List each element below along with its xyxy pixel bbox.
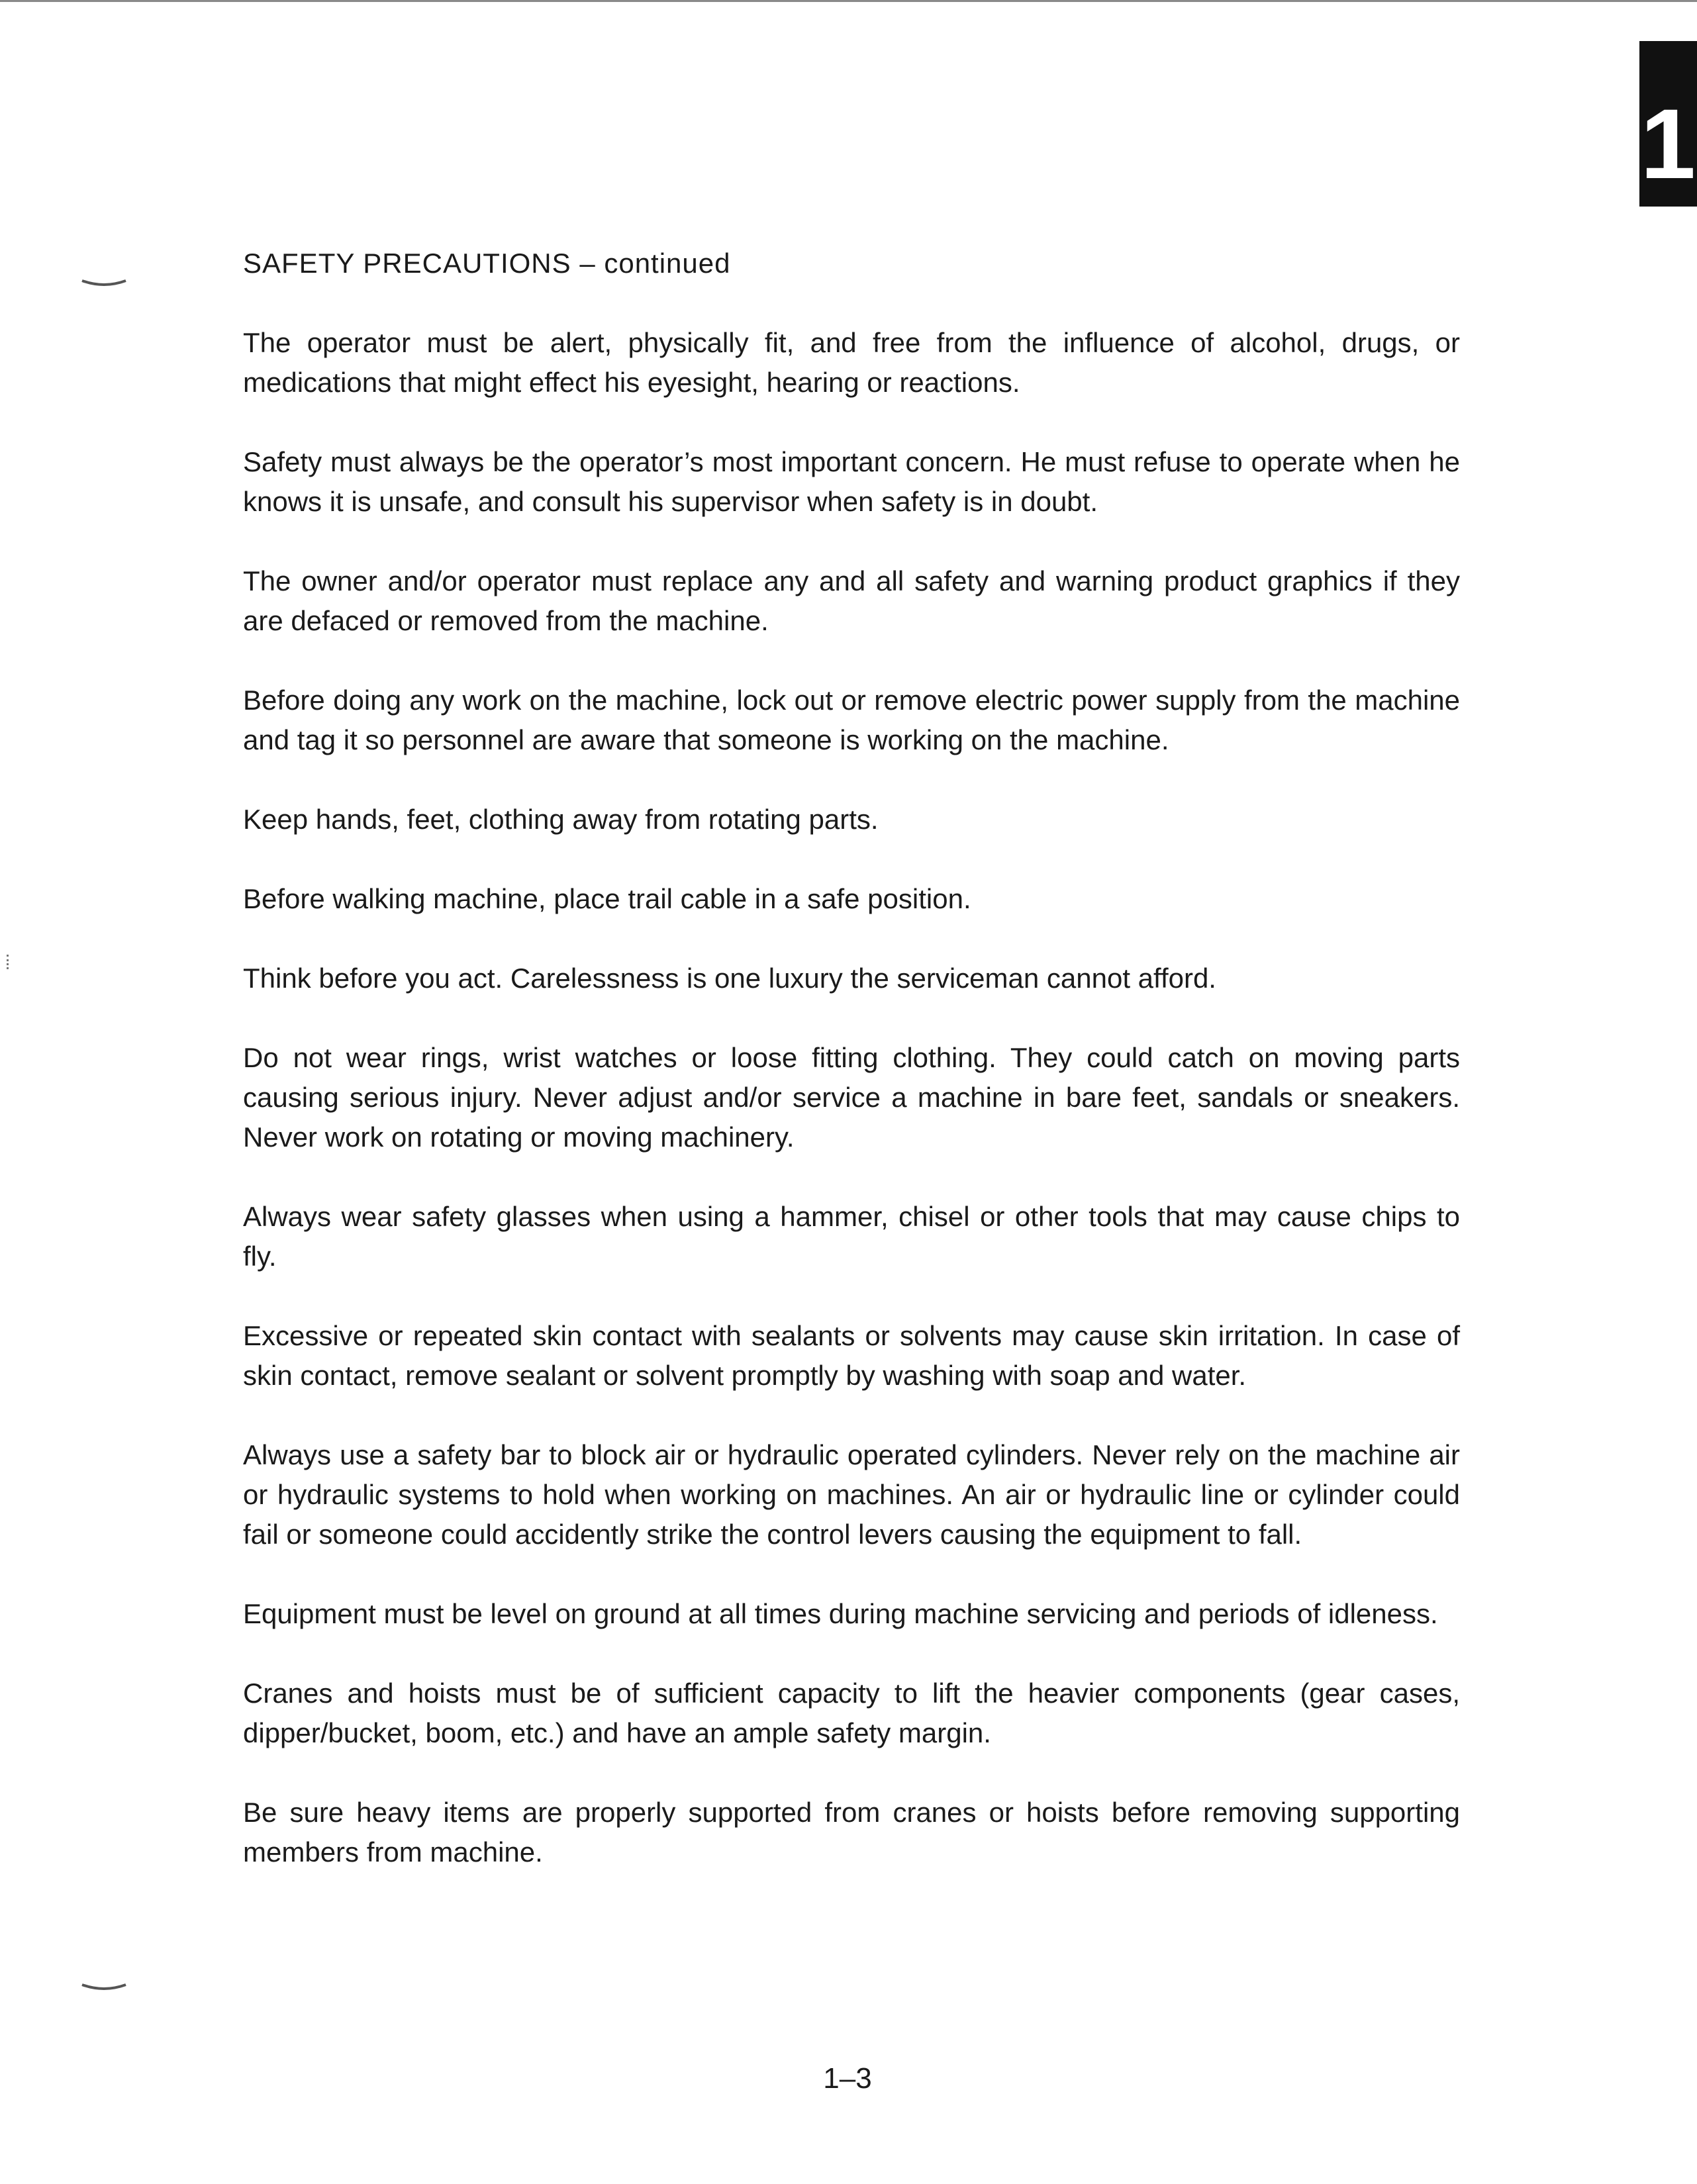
- margin-speck: [7, 955, 11, 969]
- paragraph-think-before-act: Think before you act. Carelessness is one luxury the serviceman cannot afford.: [243, 963, 1216, 994]
- top-rule: [0, 0, 1697, 2]
- binding-hole-mark-top: [81, 278, 127, 287]
- chapter-tab-number: 1: [1640, 88, 1696, 199]
- chapter-tab: [1639, 41, 1697, 207]
- paragraph-trail-cable: Before walking machine, place trail cable in a safe position.: [243, 883, 971, 914]
- paragraph-safety-concern: Safety must always be the operator’s most important concern. He must refuse to operate when he knows it is unsafe, and consult his supervisor when safety is in doubt.: [243, 446, 1460, 517]
- paragraph-skin-contact: Excessive or repeated skin contact with sealants or solvents may cause skin irritation. In case of skin contact, remove sealant or solvent promptly by washing with soap and water.: [243, 1320, 1460, 1391]
- section-heading: SAFETY PRECAUTIONS – continued: [243, 248, 731, 279]
- paragraph-safety-bar: Always use a safety bar to block air or hydraulic operated cylinders. Never rely on the machine air or hydraulic systems to hold when working on machines. An air or hydraulic line or cylinder could fail or someone could accidently strike the control levers causing the equipment to fall.: [243, 1439, 1460, 1550]
- paragraph-operator-fitness: The operator must be alert, physically fit, and free from the influence of alcohol, drugs, or medications that might effect his eyesight, hearing or reactions.: [243, 327, 1460, 398]
- paragraph-clothing: Do not wear rings, wrist watches or loose fitting clothing. They could catch on moving parts causing serious injury. Never adjust and/or service a machine in bare feet, sandals or sneakers. Never work on rotating or moving machinery.: [243, 1042, 1460, 1153]
- paragraph-replace-graphics: The owner and/or operator must replace any and all safety and warning product graphics if they are defaced or removed from the machine.: [243, 565, 1460, 636]
- paragraph-heavy-items: Be sure heavy items are properly supported from cranes or hoists before removing supporting members from machine.: [243, 1797, 1460, 1868]
- paragraph-level-ground: Equipment must be level on ground at all times during machine servicing and periods of idleness.: [243, 1598, 1438, 1629]
- paragraph-crane-capacity: Cranes and hoists must be of sufficient capacity to lift the heavier components (gear cases, dipper/bucket, boom, etc.) and have an ample safety margin.: [243, 1678, 1460, 1748]
- paragraph-safety-glasses: Always wear safety glasses when using a hammer, chisel or other tools that may cause chips to fly.: [243, 1201, 1460, 1272]
- page-number: 1–3: [823, 2062, 872, 2095]
- paragraph-lock-out-power: Before doing any work on the machine, lock out or remove electric power supply from the machine and tag it so personnel are aware that someone is working on the machine.: [243, 685, 1460, 755]
- binding-hole-mark-bottom: [81, 1982, 127, 1991]
- page-content: [243, 244, 1460, 1912]
- paragraph-rotating-parts: Keep hands, feet, clothing away from rotating parts.: [243, 804, 879, 835]
